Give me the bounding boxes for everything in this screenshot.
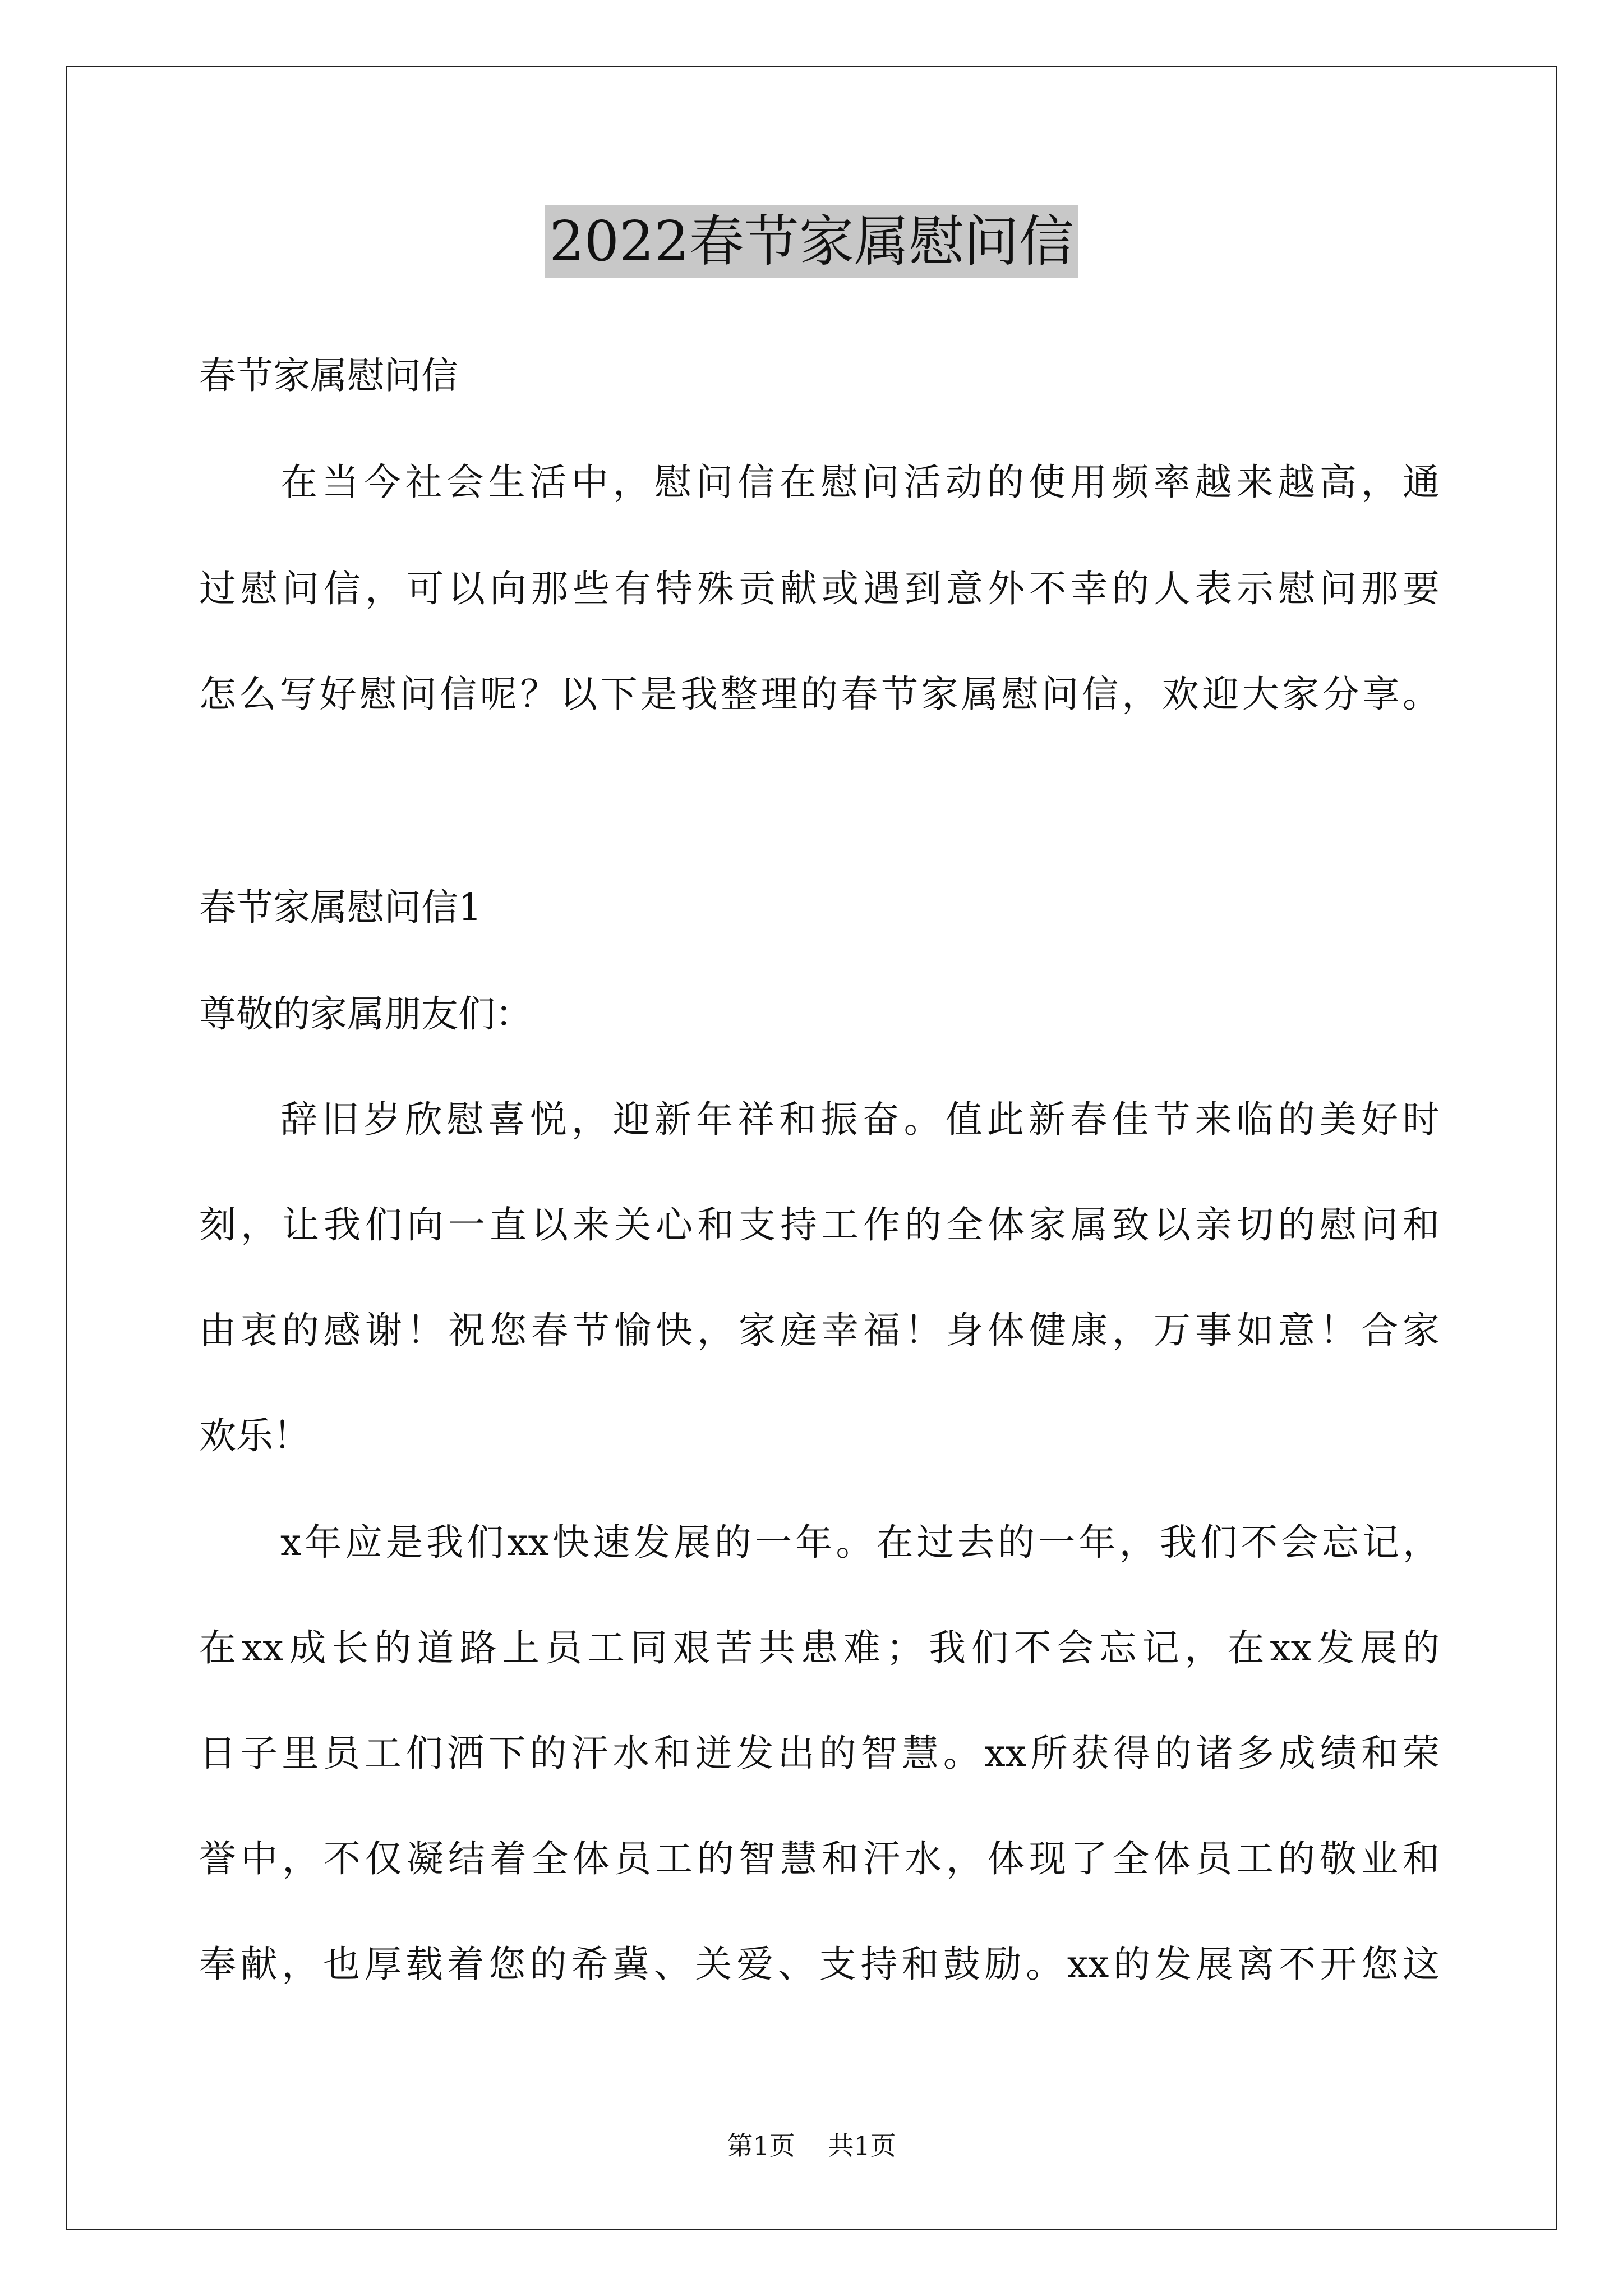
paragraph-line: x年应是我们xx快速发展的一年。在过去的一年，我们不会忘记， [280, 1521, 1440, 1564]
paragraph-line: 辞旧岁欣慰喜悦，迎新年祥和振奋。值此新春佳节来临的美好时 [280, 1098, 1440, 1141]
page-footer [0, 2129, 1623, 2162]
salutation: 尊敬的家属朋友们： [199, 992, 532, 1036]
paragraph-line: 奉献，也厚载着您的希冀、关爱、支持和鼓励。xx的发展离不开您这 [199, 1943, 1440, 1986]
paragraph-line: 由衷的感谢！祝您春节愉快，家庭幸福！身体健康，万事如意！合家 [199, 1309, 1440, 1352]
paragraph-line: 日子里员工们洒下的汗水和迸发出的智慧。xx所获得的诸多成绩和荣 [199, 1732, 1440, 1775]
paragraph-line: 欢乐！ [199, 1414, 310, 1457]
paragraph-line: 刻，让我们向一直以来关心和支持工作的全体家属致以亲切的慰问和 [199, 1203, 1440, 1246]
paragraph-line: 在当今社会生活中，慰问信在慰问活动的使用频率越来越高，通 [280, 461, 1440, 504]
document-title-wrapper [0, 205, 1623, 294]
paragraph-line: 过慰问信，可以向那些有特殊贡献或遇到意外不幸的人表示慰问那要 [199, 567, 1440, 610]
page-number-total: 共1页 [828, 2131, 896, 2161]
section-heading: 春节家属慰问信1 [199, 886, 482, 929]
paragraph-line: 在xx成长的道路上员工同艰苦共患难；我们不会忘记，在xx发展的 [199, 1626, 1440, 1669]
page-number-current: 第1页 [727, 2131, 795, 2161]
paragraph-line: 怎么写好慰问信呢？以下是我整理的春节家属慰问信，欢迎大家分享。 [199, 673, 1440, 716]
paragraph-line: 誉中，不仅凝结着全体员工的智慧和汗水，体现了全体员工的敬业和 [199, 1837, 1440, 1880]
section-heading: 春节家属慰问信 [199, 354, 458, 397]
document-title: 2022春节家属慰问信 [545, 205, 1078, 278]
